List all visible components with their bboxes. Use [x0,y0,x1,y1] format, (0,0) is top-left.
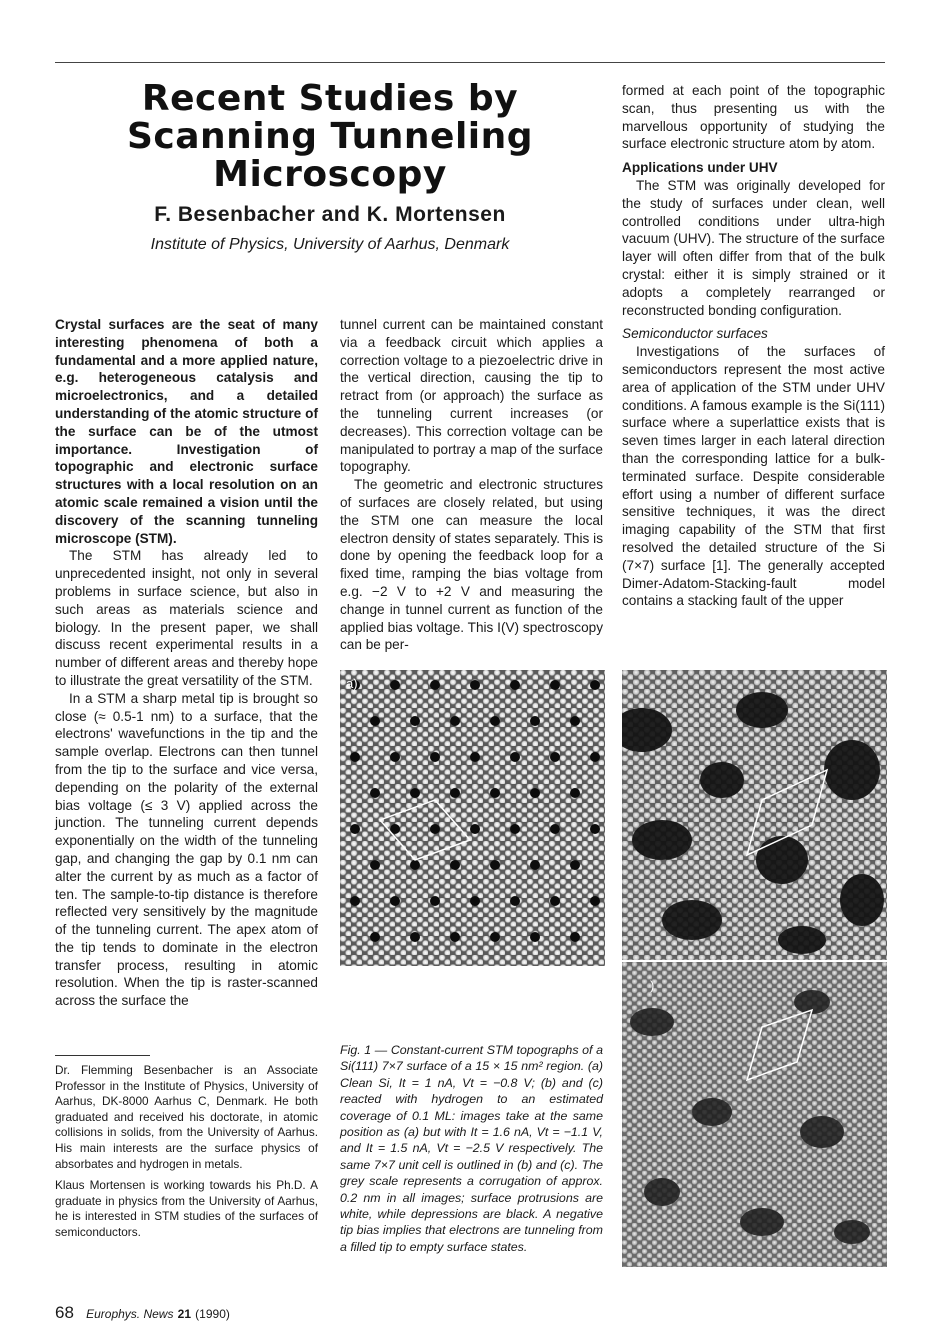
corner-hole [450,716,460,726]
stm-image-b [622,670,887,960]
page-footer [55,1303,230,1323]
paragraph: The STM was originally developed for the study of surfaces under clean, well controlled conditions under ultra-high vacuum (UHV). The structure of the surface layer will often differ from that of the bulk crystal: either it is simply strained or it adopts a completely rearranged or reconstructed bonding configuration. [622,177,885,318]
corner-hole [570,860,580,870]
corner-hole [390,680,400,690]
stm-topograph-b [622,670,887,960]
corner-hole [510,824,520,834]
corner-hole [530,932,540,942]
footnote: Klaus Mortensen is working towards his Ph.D. A graduate in physics from the University of Aarhus, he is interested in STM studies of the surfaces of semiconductors. [55,1178,318,1239]
corner-hole [470,680,480,690]
corner-hole [350,752,360,762]
corner-hole [510,896,520,906]
corner-hole [490,788,500,798]
footnote: Dr. Flemming Besenbacher is an Associate Professor in the Institute of Physics, University of Aarhus, DK-8000 Aarhus C, Denmark. He both graduated and received his doctorate, in atomic collisions in solids, from the University of Aarhus. His main interests are the surface physics of absorbates and hydrogen in metals. [55,1063,318,1171]
affiliation: Institute of Physics, University of Aarhus, Denmark [150,236,510,253]
corner-hole [530,716,540,726]
paragraph: The geometric and electronic structures of surfaces are closely related, but using the STM one can measure the local electron density of states separately. This is done by opening the feedback loop for a fixed time, ramping the bias voltage from e.g. −2 V to +2 V and measuring the change in tunnel current as function of the applied bias voltage. This I(V) spectroscopy can be per- [340,477,603,653]
section-heading: Applications under UHV [622,160,778,176]
corner-hole [430,824,440,834]
abstract: Crystal surfaces are the seat of many interesting phenomena of both a fundamental and a more applied nature, e.g. heterogeneous catalysis and microelectronics, and a detailed understanding of the atomic structure of the surface can be of the utmost importance. Investigation of topographic and electronic surface structures with a local resolution on an atomic scale remained a vision until the discovery of the scanning tunneling microscope (STM). [55,317,318,546]
panel-label-a: a) [346,676,358,691]
corner-hole [550,752,560,762]
corner-hole [370,860,380,870]
footnote-rule [55,1055,150,1056]
corner-hole [470,752,480,762]
corner-hole [570,716,580,726]
title-line: Microscopy [213,154,447,195]
corner-hole [550,824,560,834]
corner-hole [450,860,460,870]
column-1 [55,316,318,1010]
corner-hole [550,896,560,906]
corner-hole [490,932,500,942]
corner-hole [410,860,420,870]
corner-hole [430,680,440,690]
paragraph: Investigations of the surfaces of semiconductors represent the most active area of application of the STM under UHV conditions. A famous example is the Si(111) surface where a superlattice exists that is seven times larger in each lateral direction than the corresponding lattice for a bulk-terminated surface. Despite considerable effort using a number of different surface sensitive techniques, it was the direct imaging capability of the STM that first resolved the detailed structure of the Si (7×7) surface [1]. The generally accepted Dimer-Adatom-Stacking-fault model contains a stacking fault of the upper [622,344,885,609]
corner-hole [550,680,560,690]
paragraph: tunnel current can be maintained constant via a feedback circuit which applies a correction voltage to a piezoelectric drive in the vertical direction, causing the tip to retract from (or approach) the surface as the tunneling current increases (or decreases). This correction voltage can be manipulated to portray a map of the surface topography. [340,317,603,475]
corner-hole [410,716,420,726]
corner-hole [450,932,460,942]
column-3 [622,82,885,610]
title-line: Recent Studies by [141,78,519,119]
corner-hole [350,896,360,906]
corner-hole [570,932,580,942]
journal-name: Europhys. News [86,1307,174,1321]
corner-hole [590,824,600,834]
paragraph: The STM has already led to unprecedented insight, not only in several problems in surface science, but also in such areas as materials science and biology. In the present paper, we shall discuss recent experimental results in a number of different areas and thereby hope to illustrate the great versatility of the STM. [55,548,318,688]
corner-hole [590,680,600,690]
figure-caption: Fig. 1 — Constant-current STM topographs of a Si(111) 7×7 surface of a 15 × 15 nm² region. (a) Clean Si, It = 1 nA, Vt = −0.8 V; (b) and (c) reacted with hydrogen to an estimated coverage of 0.1 ML: images take at the same position as (a) but with It = 1.6 nA, Vt = −1.1 V, and It = 1.5 nA, Vt = −2.5 V respectively. The same 7×7 unit cell is outlined in (b) and (c). The grey scale represents a corrugation of approx. 0.2 nm in all images; surface protrusions are white, while depressions are black. A negative tip bias implies that electrons are tunneling from a filled tip to empty surface states. [340,1043,603,1254]
paragraph: formed at each point of the topographic scan, thus presenting us with the marvellous opportunity of studying the surface electronic structure atom by atom. [622,83,885,152]
corner-hole [410,932,420,942]
stm-image-c [622,962,887,1267]
corner-hole [370,932,380,942]
corner-hole [390,896,400,906]
corner-hole [570,788,580,798]
corner-hole [410,788,420,798]
corner-hole [370,716,380,726]
subsection-heading: Semiconductor surfaces [622,326,768,342]
corner-hole [510,680,520,690]
corner-hole [430,896,440,906]
journal-volume: 21 [177,1307,191,1321]
corner-hole [490,860,500,870]
corner-hole [430,752,440,762]
authors: F. Besenbacher and K. Mortensen [154,203,506,226]
panel-label-c: ) [650,978,655,993]
corner-hole [350,824,360,834]
corner-hole [470,896,480,906]
stm-image-a [340,670,605,966]
corner-hole [590,752,600,762]
article-title [60,80,600,194]
paragraph: In a STM a sharp metal tip is brought so close (≈ 0.5-1 nm) to a surface, that the electrons' wavefunctions in the tip and the sample overlap. Electrons can then tunnel from the tip to the surface and vice versa, depending on the polarity of the external bias voltage (≤ 3 V) applied across the junction. The tunneling current depends exponentially on the width of the tunneling gap, and changing the gap by 0.1 nm can alter the current by as much as a factor of ten. The sample-to-tip distance is therefore reflected very sensitively by the magnitude of the tunneling current. The apex atom of the tip tends to dominate in the electron transfer process, resulting in atomic resolution. When the tip is raster-scanned across the surface the [55,690,318,1009]
column-2 [340,316,603,654]
journal-year: (1990) [195,1307,230,1321]
top-rule [55,62,885,63]
corner-hole [530,788,540,798]
stm-topograph-a [340,670,605,966]
corner-hole [530,860,540,870]
footnotes [55,1063,318,1247]
corner-hole [590,896,600,906]
stm-topograph-c [622,962,887,1267]
title-line: Scanning Tunneling [126,116,534,157]
corner-hole [490,716,500,726]
corner-hole [390,752,400,762]
corner-hole [370,788,380,798]
corner-hole [510,752,520,762]
page-number: 68 [55,1303,74,1322]
corner-hole [450,788,460,798]
corner-hole [470,824,480,834]
